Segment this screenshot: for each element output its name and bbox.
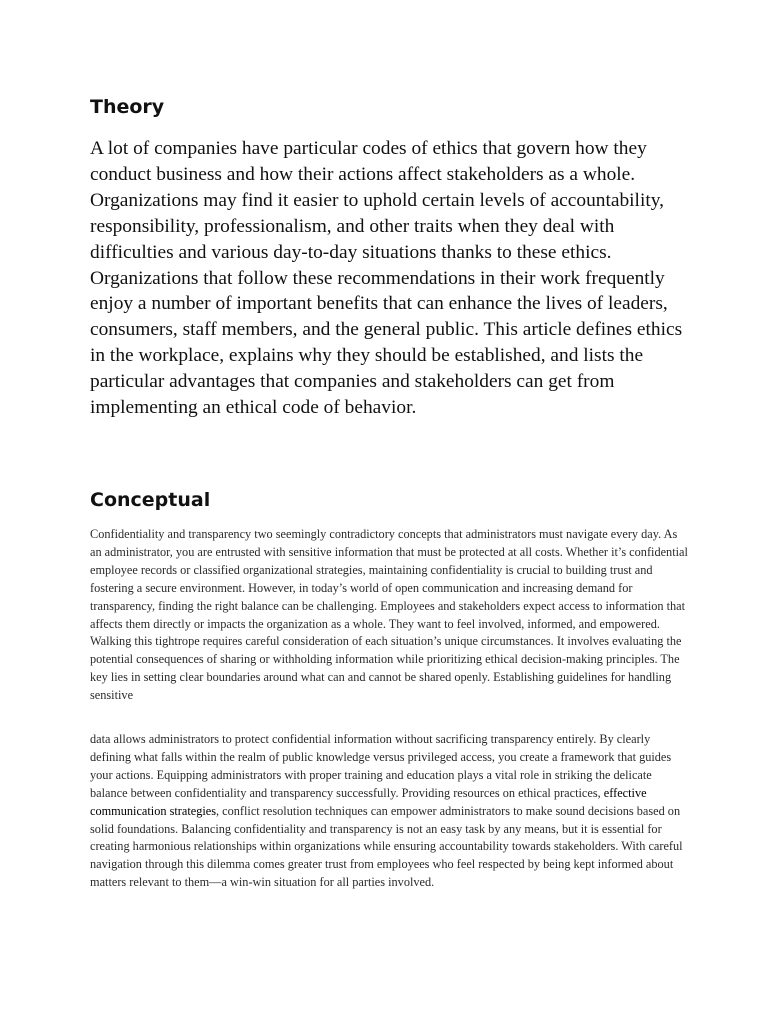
conceptual-paragraph-1: Confidentiality and transparency two seemingly contradictory concepts that administrators must navigate every day. As an administrator, you are entrusted with sensitive information that must be protected at all costs. Whether it’s confidential employee records or classified organizational strategies, maintaining confidentiality is crucial to building trust and fostering a secure environment. However, in today’s world of open communication and increasing demand for transparency, finding the right balance can be challenging. Employees and stakeholders expect access to information that affects them directly or impacts the organization as a whole. They want to feel involved, informed, and empowered. Walking this tightrope requires careful consideration of each situation’s unique circumstances. It involves evaluating the potential consequences of sharing or withholding information while prioritizing ethical decision-making principles. The key lies in setting clear boundaries around what can and cannot be shared openly. Establishing guidelines for handling sensitive — [90, 527, 688, 703]
effective-communication-strategies-link[interactable]: effective communication strategies — [90, 785, 647, 818]
theory-paragraph: A lot of companies have particular codes of ethics that govern how they conduct business and how their actions affect stakeholders as a whole. Organizations may find it easier to uphold certain levels of accountability, responsibility, professionalism, and other traits when they deal with difficulties and various day-to-day situations thanks to these ethics. Organizations that follow these recommendations in their work frequently enjoy a number of important benefits that can enhance the lives of leaders, consumers, staff members, and the general public. This article defines ethics in the workplace, explains why they should be established, and lists the particular advantages that companies and stakeholders can get from implementing an ethical code of behavior. — [90, 138, 683, 419]
conceptual-heading: Conceptual — [90, 489, 211, 511]
conceptual-paragraph-2 — [90, 731, 690, 892]
conceptual-paragraph-2-text-start: data allows administrators to protect confidential information without sacrificing transparency entirely. By clearly defining what falls within the realm of public knowledge versus privileged access, you create a framework that guides your actions. Equipping administrators with proper training and education plays a vital role in striking the delicate balance between confidentiality and transparency successfully. Providing resources on ethical practices, — [90, 732, 672, 800]
theory-heading: Theory — [90, 96, 165, 118]
conceptual-paragraph-2-text-end: , conflict resolution techniques can empower administrators to make sound decisions based on solid foundations. Balancing confidentiality and transparency is not an easy task by any means, but it is essential for creating harmonious relationships within organizations while ensuring accountability towards stakeholders. With careful navigation through this dilemma comes greater trust from employees who feel respected by being kept informed about matters relevant to them—a win-win situation for all parties involved. — [90, 803, 683, 890]
